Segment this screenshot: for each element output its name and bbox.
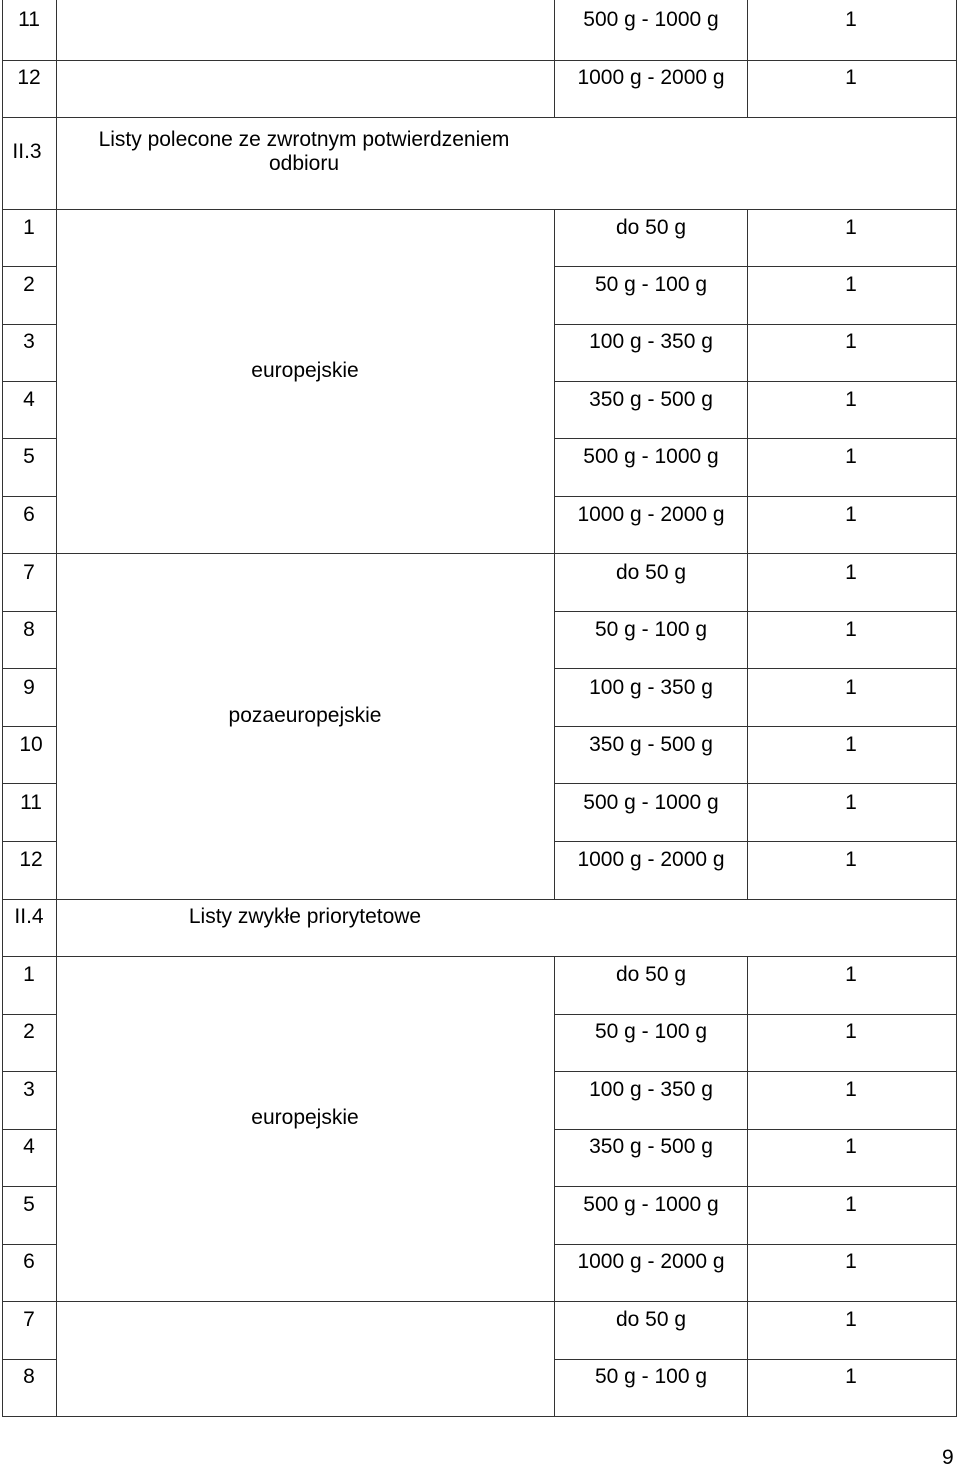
row-divider (2, 1301, 957, 1302)
weight-range: 500 g - 1000 g (583, 791, 719, 814)
weight-range: do 50 g (615, 216, 687, 239)
quantity: 1 (845, 676, 857, 699)
row-number: 6 (23, 503, 35, 526)
section-code: II.3 (12, 140, 42, 163)
row-divider (2, 1244, 56, 1245)
column-divider-description (554, 209, 555, 899)
row-divider (2, 117, 957, 118)
row-number: 10 (19, 733, 43, 756)
group-label: pozaeuropejskie (228, 704, 382, 727)
weight-range: 50 g - 100 g (594, 1365, 708, 1388)
quantity: 1 (845, 1020, 857, 1043)
quantity: 1 (845, 216, 857, 239)
weight-range: 50 g - 100 g (594, 1020, 708, 1043)
quantity: 1 (845, 273, 857, 296)
quantity: 1 (845, 330, 857, 353)
row-divider (554, 381, 957, 382)
quantity: 1 (845, 1135, 857, 1158)
row-divider (554, 324, 957, 325)
row-number: 4 (23, 1135, 35, 1158)
weight-range: 1000 g - 2000 g (577, 66, 725, 89)
row-number: 12 (19, 848, 43, 871)
row-divider (554, 841, 957, 842)
row-number: 9 (23, 676, 35, 699)
group-label: europejskie (251, 359, 359, 382)
row-divider (2, 1071, 56, 1072)
quantity: 1 (845, 1193, 857, 1216)
weight-range: do 50 g (615, 561, 687, 584)
row-divider (2, 381, 56, 382)
row-divider (554, 266, 957, 267)
row-divider (2, 553, 957, 554)
row-divider (554, 1244, 957, 1245)
row-number: 2 (23, 273, 35, 296)
quantity: 1 (845, 618, 857, 641)
row-divider (2, 496, 56, 497)
quantity: 1 (845, 733, 857, 756)
row-divider (2, 1186, 56, 1187)
column-divider-weight (747, 209, 748, 899)
section-code: II.4 (14, 905, 44, 928)
weight-range: 500 g - 1000 g (583, 8, 719, 31)
weight-range: 100 g - 350 g (589, 676, 713, 699)
column-divider-description (554, 0, 555, 117)
row-divider (554, 611, 957, 612)
row-divider (2, 266, 56, 267)
quantity: 1 (845, 561, 857, 584)
row-number: 6 (23, 1250, 35, 1273)
quantity: 1 (845, 1308, 857, 1331)
column-divider-no (56, 0, 57, 1417)
row-divider (2, 726, 56, 727)
weight-range: 500 g - 1000 g (583, 1193, 719, 1216)
row-number: 7 (23, 561, 35, 584)
weight-range: 50 g - 100 g (594, 273, 708, 296)
row-number: 8 (23, 618, 35, 641)
row-divider (2, 1129, 56, 1130)
table-border-left (2, 0, 3, 1417)
weight-range: 350 g - 500 g (589, 1135, 713, 1158)
row-divider (554, 1071, 957, 1072)
row-divider (2, 209, 957, 210)
row-divider (2, 60, 957, 61)
row-number: 3 (23, 330, 35, 353)
row-number: 2 (23, 1020, 35, 1043)
weight-range: 350 g - 500 g (589, 733, 713, 756)
row-divider (2, 438, 56, 439)
row-divider (2, 668, 56, 669)
row-divider (554, 726, 957, 727)
row-number: 12 (17, 66, 41, 89)
row-number: 8 (23, 1365, 35, 1388)
section-title: Listy polecone ze zwrotnym potwierdzeniem odbioru (98, 128, 510, 175)
row-divider (2, 1359, 56, 1360)
row-divider (554, 1129, 957, 1130)
weight-range: do 50 g (615, 1308, 687, 1331)
section-title: Listy zwykłe priorytetowe (188, 905, 422, 928)
row-number: 5 (23, 445, 35, 468)
weight-range: 100 g - 350 g (589, 330, 713, 353)
row-divider (2, 324, 56, 325)
row-number: 3 (23, 1078, 35, 1101)
row-divider (2, 1014, 56, 1015)
quantity: 1 (845, 8, 857, 31)
weight-range: 500 g - 1000 g (583, 445, 719, 468)
row-divider (554, 496, 957, 497)
weight-range: do 50 g (615, 963, 687, 986)
weight-range: 1000 g - 2000 g (577, 503, 725, 526)
weight-range: 50 g - 100 g (594, 618, 708, 641)
group-label: europejskie (251, 1106, 359, 1129)
row-number: 5 (23, 1193, 35, 1216)
row-divider (554, 438, 957, 439)
quantity: 1 (845, 503, 857, 526)
row-divider (554, 1014, 957, 1015)
row-divider (2, 841, 56, 842)
weight-range: 350 g - 500 g (589, 388, 713, 411)
weight-range: 100 g - 350 g (589, 1078, 713, 1101)
quantity: 1 (845, 445, 857, 468)
row-divider (554, 668, 957, 669)
table-border-bottom (2, 1416, 957, 1417)
page-number: 9 (942, 1446, 954, 1469)
row-divider (554, 1359, 957, 1360)
quantity: 1 (845, 1250, 857, 1273)
row-number: 1 (23, 216, 35, 239)
price-table (2, 0, 957, 1417)
quantity: 1 (845, 848, 857, 871)
quantity: 1 (845, 1365, 857, 1388)
quantity: 1 (845, 388, 857, 411)
row-divider (2, 956, 957, 957)
row-divider (554, 783, 957, 784)
quantity: 1 (845, 1078, 857, 1101)
row-number: 4 (23, 388, 35, 411)
row-divider (554, 1186, 957, 1187)
quantity: 1 (845, 791, 857, 814)
row-number: 11 (18, 8, 40, 31)
row-divider (2, 611, 56, 612)
quantity: 1 (845, 963, 857, 986)
weight-range: 1000 g - 2000 g (577, 848, 725, 871)
quantity: 1 (845, 66, 857, 89)
row-number: 7 (23, 1308, 35, 1331)
row-number: 1 (23, 963, 35, 986)
weight-range: 1000 g - 2000 g (577, 1250, 725, 1273)
row-divider (2, 783, 56, 784)
row-divider (2, 899, 957, 900)
column-divider-weight (747, 0, 748, 117)
row-number: 11 (20, 791, 42, 814)
table-border-right (956, 0, 957, 1417)
